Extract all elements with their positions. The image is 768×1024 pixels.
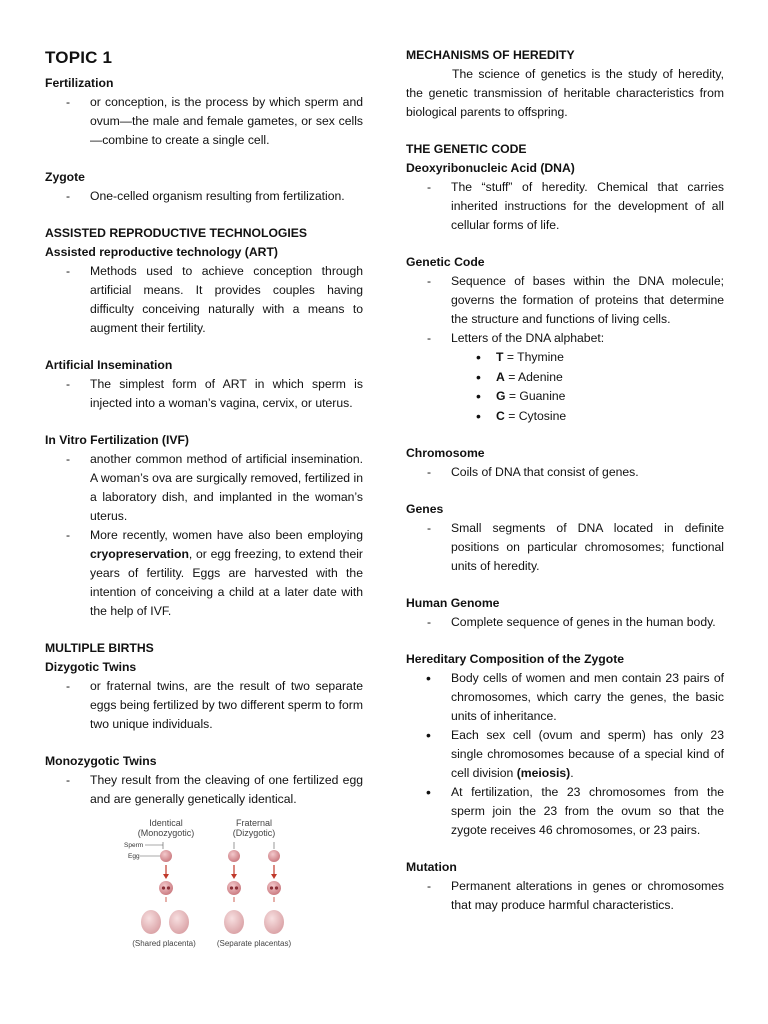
hereditary-item2-post: . xyxy=(570,766,574,780)
sperm-label: Sperm xyxy=(124,842,144,849)
art-subheading: Assisted reproductive technology (ART) xyxy=(45,245,278,259)
shared-placenta-caption: (Shared placenta) xyxy=(132,939,196,948)
cryopreservation-term: cryopreservation xyxy=(90,547,189,561)
list-item: - or fraternal twins, are the result of two separate eggs being fertilized by two different sperm to form two unique individuals. xyxy=(45,677,363,734)
human-genome-heading: Human Genome xyxy=(406,596,500,610)
base-name: = Cytosine xyxy=(504,408,567,423)
genes-list xyxy=(406,519,724,576)
fraternal-zygote-b-nucleus-1 xyxy=(270,886,273,889)
mechanisms-paragraph: The science of genetics is the study of heredity, the genetic transmission of heritable characteristics from biological parents to offspring. xyxy=(406,67,724,119)
mutation-heading: Mutation xyxy=(406,860,457,874)
dizygotic-heading: Dizygotic Twins xyxy=(45,660,137,674)
identical-zygote-nucleus-a xyxy=(162,886,165,889)
section-artificial-insemination xyxy=(45,356,363,413)
section-art xyxy=(45,224,363,338)
section-chromosome xyxy=(406,444,724,482)
dna-list xyxy=(406,178,724,235)
fraternal-egg-cell-a xyxy=(228,850,240,862)
list-item: - The simplest form of ART in which sperm is injected into a woman’s vagina, cervix, or uterus. xyxy=(45,375,363,413)
hereditary-heading: Hereditary Composition of the Zygote xyxy=(406,652,625,666)
list-item: - Small segments of DNA located in definite positions on particular chromosomes; functional units of heredity. xyxy=(406,519,724,576)
list-item xyxy=(45,526,363,621)
fraternal-zygote-a-nucleus-2 xyxy=(235,886,238,889)
zygote-heading: Zygote xyxy=(45,170,85,184)
base-item xyxy=(451,387,724,407)
list-item: • At fertilization, the 23 chromosomes from the sperm join the 23 from the ovum so that the zygote receives 46 chromosomes, or 23 pairs. xyxy=(406,783,724,840)
identical-embryo-b xyxy=(169,910,189,934)
ivf-item2-pre: More recently, women have also been employing xyxy=(90,528,363,542)
fraternal-label: Fraternal xyxy=(235,818,273,828)
base-name: = Adenine xyxy=(504,369,563,384)
fraternal-egg-cell-b xyxy=(268,850,280,862)
dna-alphabet-label: Letters of the DNA alphabet: xyxy=(451,331,605,345)
section-mutation xyxy=(406,858,724,915)
identical-zygote-nucleus-b xyxy=(167,886,170,889)
identical-label: Identical xyxy=(149,818,183,828)
base-item xyxy=(451,368,724,388)
fraternal-sub-label: (Dizygotic) xyxy=(232,828,276,838)
list-item: - The “stuff” of heredity. Chemical that carries inherited instructions for the development of all cellular forms of life. xyxy=(406,178,724,235)
section-zygote xyxy=(45,168,363,206)
chromosome-list xyxy=(406,463,724,482)
base-letter: C xyxy=(496,408,505,423)
left-column xyxy=(45,44,363,827)
list-item: - They result from the cleaving of one fertilized egg and are generally genetically identical. xyxy=(45,771,363,809)
genes-heading: Genes xyxy=(406,502,444,516)
section-multiple-births xyxy=(45,639,363,734)
section-monozygotic xyxy=(45,752,363,809)
fraternal-embryo-a xyxy=(224,910,244,934)
identical-zygote-cell xyxy=(159,881,173,895)
section-genetic-code xyxy=(406,253,724,426)
list-item: - Complete sequence of genes in the human body. xyxy=(406,613,724,632)
zygote-list xyxy=(45,187,363,206)
meiosis-term: (meiosis) xyxy=(516,766,571,780)
section-ivf xyxy=(45,431,363,621)
fraternal-arrowhead-b1 xyxy=(271,874,277,879)
hereditary-list xyxy=(406,669,724,840)
fraternal-zygote-b xyxy=(267,881,281,895)
fraternal-zygote-a-nucleus-1 xyxy=(230,886,233,889)
multiple-births-heading: MULTIPLE BIRTHS xyxy=(45,641,154,655)
list-item xyxy=(406,726,724,783)
section-human-genome xyxy=(406,594,724,632)
list-item: - Methods used to achieve conception through artificial means. It provides couples having difficulty conceiving naturally with a means to augment their fertility. xyxy=(45,262,363,338)
base-letter: T xyxy=(496,350,504,364)
list-item: - Coils of DNA that consist of genes. xyxy=(406,463,724,482)
dna-bases-list xyxy=(451,348,724,426)
base-letter: A xyxy=(496,369,505,384)
section-fertilization xyxy=(45,74,363,150)
ivf-heading: In Vitro Fertilization (IVF) xyxy=(45,433,189,447)
hereditary-item2-pre: Each sex cell (ovum and sperm) has only 23 single chromosomes because of a special kind of cell division xyxy=(451,728,724,780)
right-column xyxy=(406,46,724,933)
fraternal-arrowhead-a1 xyxy=(231,874,237,879)
section-genes xyxy=(406,500,724,576)
chromosome-heading: Chromosome xyxy=(406,446,485,460)
ivf-item2-post: , or egg freezing, to extend their years of fertility. Eggs are harvested with the intention of conceiving a child at a later date with the help of IVF. xyxy=(90,547,363,618)
ivf-list xyxy=(45,450,363,621)
section-hereditary xyxy=(406,650,724,840)
genetic-code-heading: Genetic Code xyxy=(406,255,485,269)
fertilization-list xyxy=(45,93,363,150)
base-item xyxy=(451,348,724,368)
base-letter: G xyxy=(496,389,506,403)
base-item xyxy=(451,407,724,427)
art-section-heading: ASSISTED REPRODUCTIVE TECHNOLOGIES xyxy=(45,226,308,240)
fraternal-embryo-b xyxy=(264,910,284,934)
twins-diagram xyxy=(118,816,318,952)
artificial-insemination-heading: Artificial Insemination xyxy=(45,358,173,372)
base-name: = Guanine xyxy=(505,389,566,403)
section-genetic-code-dna xyxy=(406,140,724,235)
topic-title: TOPIC 1 xyxy=(45,48,113,67)
egg-label: Egg xyxy=(128,853,140,860)
artificial-insemination-list xyxy=(45,375,363,413)
list-item: - Permanent alterations in genes or chromosomes that may produce harmful characteristics. xyxy=(406,877,724,915)
genetic-code-list xyxy=(406,272,724,426)
list-item: • Body cells of women and men contain 23 pairs of chromosomes, which carry the genes, the basic units of inheritance. xyxy=(406,669,724,726)
dizygotic-list xyxy=(45,677,363,734)
section-mechanisms xyxy=(406,46,724,122)
identical-arrowhead-1 xyxy=(163,874,169,879)
human-genome-list xyxy=(406,613,724,632)
mutation-list xyxy=(406,877,724,915)
identical-embryo-a xyxy=(141,910,161,934)
list-item: - Sequence of bases within the DNA molecule; governs the formation of proteins that determine the structure and functions of living cells. xyxy=(406,272,724,329)
monozygotic-list xyxy=(45,771,363,809)
genetic-code-section-heading: THE GENETIC CODE xyxy=(406,142,527,156)
dna-subheading: Deoxyribonucleic Acid (DNA) xyxy=(406,161,575,175)
list-item xyxy=(406,329,724,426)
art-list xyxy=(45,262,363,338)
list-item: - another common method of artificial insemination. A woman’s ova are surgically removed, fertilized in a laboratory dish, and implanted in the woman’s uterus. xyxy=(45,450,363,526)
list-item: - or conception, is the process by which sperm and ovum—the male and female gametes, or sex cells—combine to create a single cell. xyxy=(45,93,363,150)
mechanisms-heading: MECHANISMS OF HEREDITY xyxy=(406,48,575,62)
separate-placentas-caption: (Separate placentas) xyxy=(216,939,292,948)
list-item: - One-celled organism resulting from fertilization. xyxy=(45,187,363,206)
identical-sub-label: (Monozygotic) xyxy=(137,828,195,838)
fraternal-zygote-b-nucleus-2 xyxy=(275,886,278,889)
identical-egg-cell xyxy=(160,850,172,862)
fertilization-heading: Fertilization xyxy=(45,76,114,90)
base-name: = Thymine xyxy=(503,350,564,364)
monozygotic-heading: Monozygotic Twins xyxy=(45,754,157,768)
fraternal-zygote-a xyxy=(227,881,241,895)
